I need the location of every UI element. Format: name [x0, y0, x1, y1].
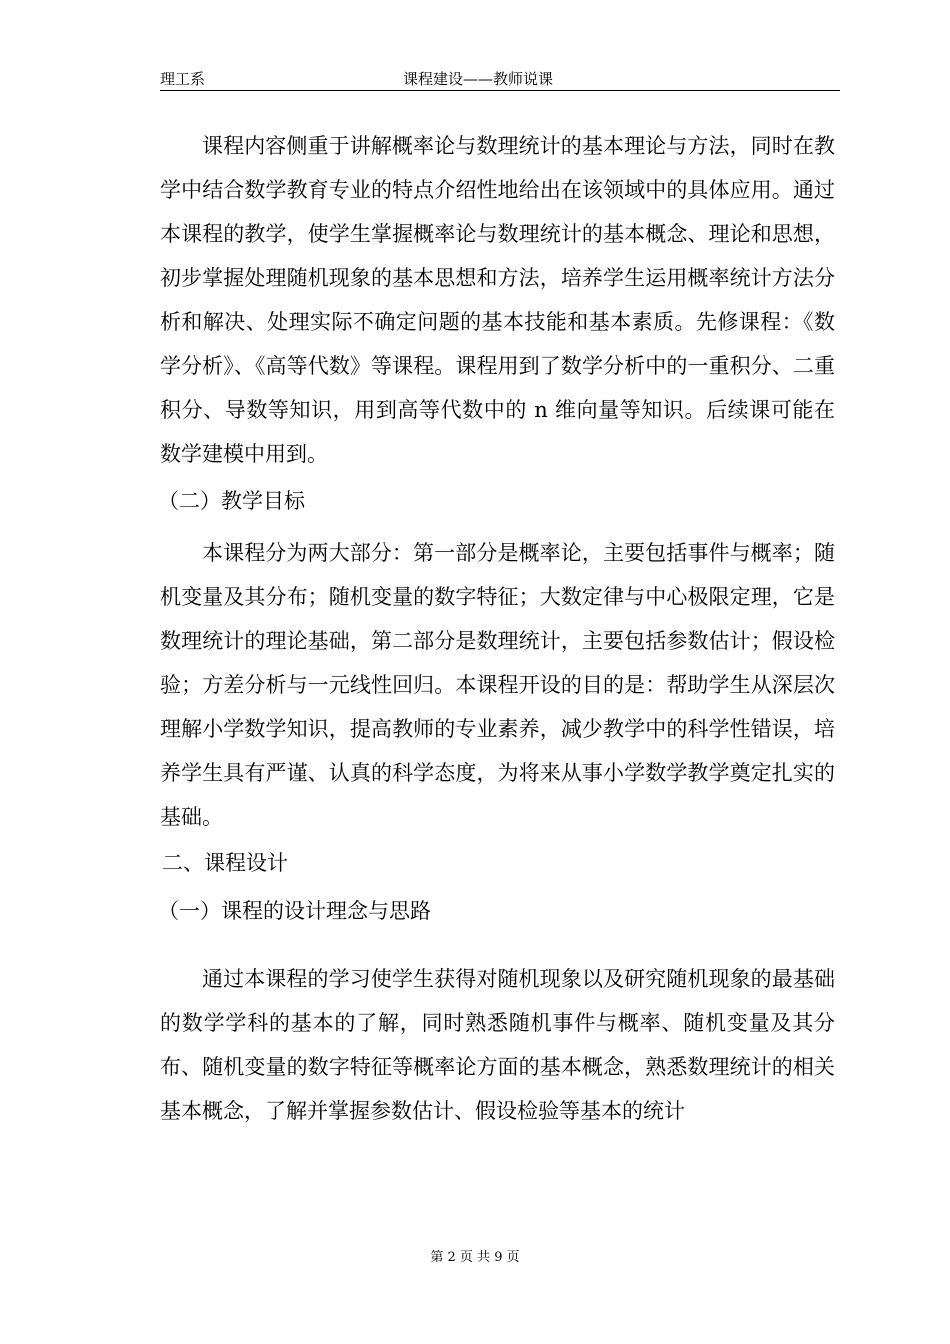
- body-paragraph: 通过本课程的学习使学生获得对随机现象以及研究随机现象的最基础的数学学科的基本的了解，同时熟悉随机事件与概率、随机变量及其分布、随机变量的数字特征等概率论方面的基本概念，熟悉数理统计的相关基本概念，了解并掌握参数估计、假设检验等基本的统计: [160, 967, 835, 1123]
- section-heading: 二、课程设计: [162, 851, 288, 875]
- body-paragraph: 课程内容侧重于讲解概率论与数理统计的基本理论与方法，同时在教学中结合数学教育专业的特点介绍性地给出在该领域中的具体应用。通过本课程的教学，使学生掌握概率论与数理统计的基本概念、理论和思想，初步掌握处理随机现象的基本思想和方法，培养学生运用概率统计方法分析和解决、处理实际不确定问题的基本技能和基本素质。先修课程：《数学分析》、《高等代数》等课程。课程用到了数学分析中的一重积分、二重积分、导数等知识，用到高等代数中的 n 维向量等知识。后续课可能在数学建模中用到。: [160, 134, 835, 466]
- header-title: 课程建设——教师说课: [403, 70, 554, 88]
- body-paragraph: 本课程分为两大部分：第一部分是概率论，主要包括事件与概率；随机变量及其分布；随机变量的数字特征；大数定律与中心极限定理，它是数理统计的理论基础，第二部分是数理统计，主要包括参数估计；假设检验；方差分析与一元线性回归。本课程开设的目的是：帮助学生从深层次理解小学数学知识，提高教师的专业素养，减少教学中的科学性错误，培养学生具有严谨、认真的科学态度，为将来从事小学数学教学奠定扎实的基础。: [160, 541, 835, 829]
- subsection-heading: （一）课程的设计理念与思路: [158, 899, 431, 923]
- section-heading: （二）教学目标: [158, 489, 305, 513]
- page-header: [160, 66, 840, 91]
- header-department: 理工系: [160, 70, 206, 88]
- document-body: [160, 124, 835, 1133]
- page-footer: 第 2 页 共 9 页: [430, 1250, 520, 1265]
